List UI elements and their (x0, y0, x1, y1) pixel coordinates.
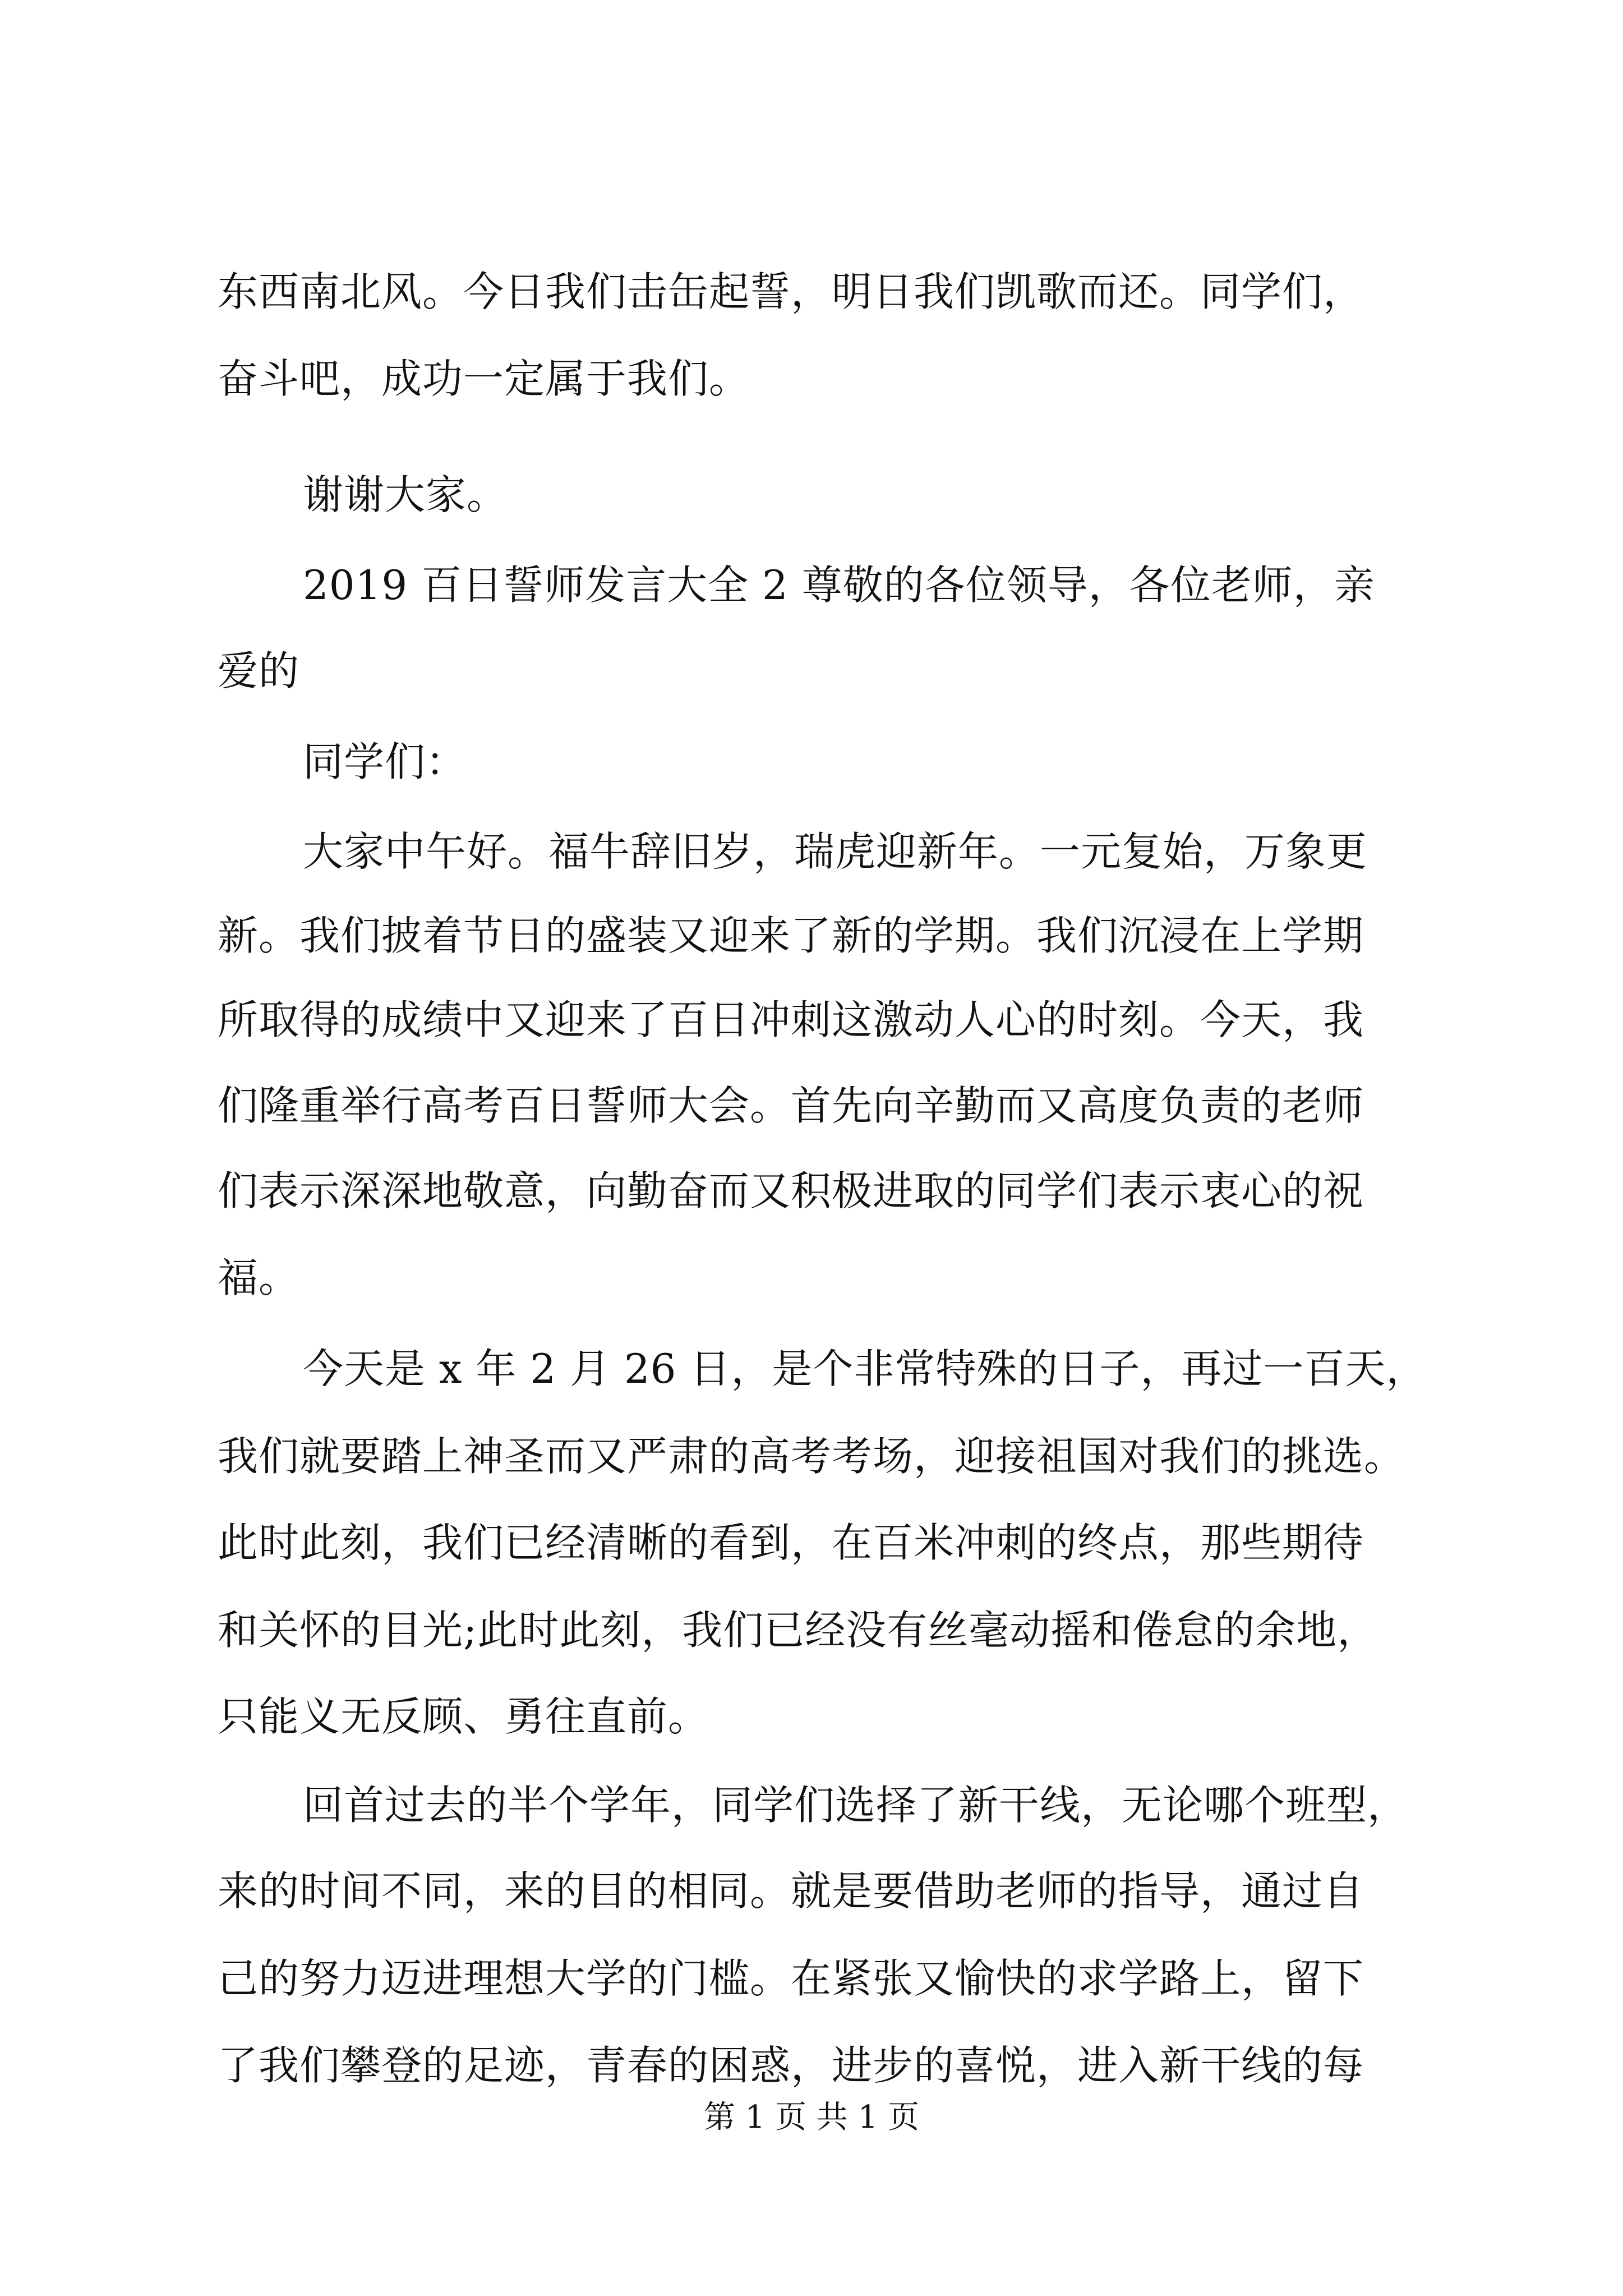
text-line: 和关怀的目光;此时此刻，我们已经没有丝毫动摇和倦怠的余地， (218, 1607, 1378, 1654)
text-line: 回首过去的半个学年，同学们选择了新干线，无论哪个班型， (303, 1782, 1409, 1829)
text-line: 同学们： (303, 738, 467, 785)
text-line: 来的时间不同，来的目的相同。就是要借助老师的指导，通过自 (218, 1867, 1364, 1915)
text-line: 所取得的成绩中又迎来了百日冲刺这激动人心的时刻。今天，我 (218, 996, 1364, 1043)
text-line: 福。 (218, 1254, 300, 1301)
text-line: 2019 百日誓师发言大全 2 尊敬的各位领导，各位老师，亲 (303, 562, 1375, 609)
text-line: 们表示深深地敬意，向勤奋而又积极进取的同学们表示衷心的祝 (218, 1167, 1364, 1214)
text-line: 谢谢大家。 (303, 471, 508, 518)
text-line: 们隆重举行高考百日誓师大会。首先向辛勤而又高度负责的老师 (218, 1082, 1364, 1129)
text-line: 东西南北风。今日我们击缶起誓，明日我们凯歌而还。同学们， (218, 268, 1364, 315)
text-line: 奋斗吧，成功一定属于我们。 (218, 355, 750, 402)
text-line: 爱的 (218, 647, 300, 694)
text-line: 只能义无反顾、勇往直前。 (218, 1693, 709, 1740)
text-line: 新。我们披着节日的盛装又迎来了新的学期。我们沉浸在上学期 (218, 912, 1364, 959)
text-line: 大家中午好。福牛辞旧岁，瑞虎迎新年。一元复始，万象更 (303, 828, 1368, 875)
text-line: 我们就要踏上神圣而又严肃的高考考场，迎接祖国对我们的挑选。 (218, 1433, 1405, 1480)
text-line: 今天是 x 年 2 月 26 日，是个非常特殊的日子，再过一百天， (303, 1345, 1427, 1392)
text-line: 此时此刻，我们已经清晰的看到，在百米冲刺的终点，那些期待 (218, 1519, 1364, 1566)
text-line: 己的努力迈进理想大学的门槛。在紧张又愉快的求学路上，留下 (218, 1955, 1364, 2002)
page-footer: 第 1 页 共 1 页 (703, 2099, 920, 2136)
text-line: 了我们攀登的足迹，青春的困惑，进步的喜悦，进入新干线的每 (218, 2042, 1364, 2089)
